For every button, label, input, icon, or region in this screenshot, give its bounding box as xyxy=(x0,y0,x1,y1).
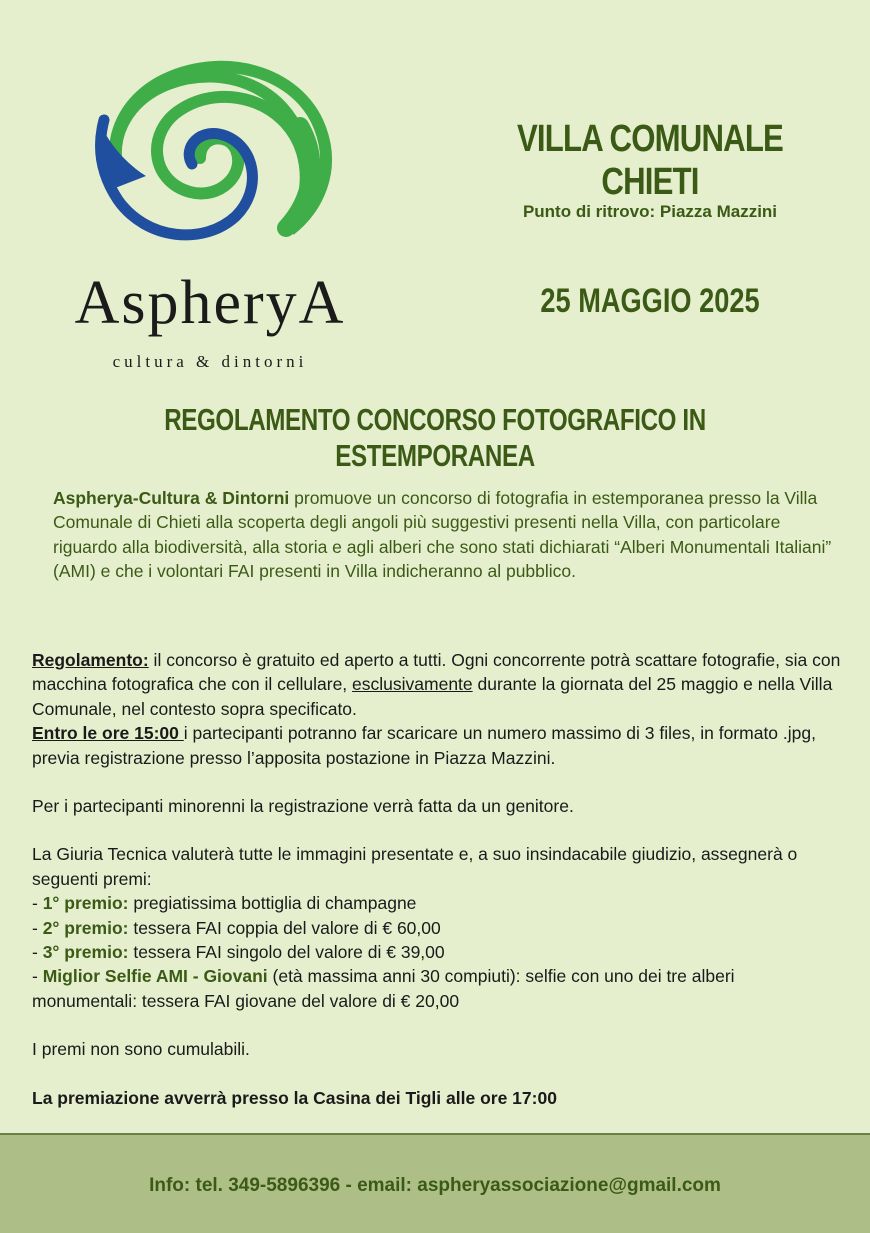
intro-paragraph xyxy=(53,486,833,584)
prize-label: 3° premio: xyxy=(42,942,129,963)
rules-paragraph xyxy=(32,648,842,770)
prize-item xyxy=(32,891,842,915)
rules-text-3: i partecipanti potranno far scaricare un numero massimo di 3 files, in formato .jpg, previa registrazione presso l’apposita postazione in Piazza Mazzini. xyxy=(32,723,816,768)
rules-label: Regolamento: xyxy=(32,650,149,670)
not-cumulative-note: I premi non sono cumulabili. xyxy=(32,1039,250,1060)
footer-bar xyxy=(0,1133,870,1233)
intro-text: promuove un concorso di fotografia in estemporanea presso la Villa Comunale di Chieti alla scoperta degli angoli più suggestivi presenti nella Villa, con particolare riguardo alla biodiversità, alla storia e agli alberi che sono stati dichiarati “Alberi Monumentali Italiani” (AMI) e che i volontari FAI presenti in Villa indicheranno al pubblico. xyxy=(53,488,832,582)
prize-item xyxy=(32,940,842,964)
ceremony-text: La premiazione avverrà presso la Casina dei Tigli alle ore 17:00 xyxy=(32,1087,557,1108)
prize-text: (età massima anni 30 compiuti): selfie con uno dei tre alberi monumentali: tessera FAI giovane del valore di € 20,00 xyxy=(32,966,735,1011)
prize-dash: - xyxy=(32,966,43,987)
minors-note: Per i partecipanti minorenni la registrazione verrà fatta da un genitore. xyxy=(32,796,574,817)
prize-dash: - xyxy=(32,917,43,938)
prize-label: 1° premio: xyxy=(42,893,129,914)
prize-text: tessera FAI singolo del valore di € 39,00 xyxy=(128,942,445,963)
meeting-point: Punto di ritrovo: Piazza Mazzini xyxy=(522,202,778,221)
prize-label: 2° premio: xyxy=(42,917,129,938)
section-heading: REGOLAMENTO CONCORSO FOTOGRAFICO IN ESTEMPORANEA xyxy=(164,402,706,473)
jury-paragraph: La Giuria Tecnica valuterà tutte le immagini presentate e, a suo insindacabile giudizio, assegnerà o seguenti premi: xyxy=(32,844,798,889)
aspherya-logo xyxy=(50,40,370,371)
spiral-icon xyxy=(50,40,370,280)
organization-name: Aspherya-Cultura & Dintorni xyxy=(53,488,290,508)
prize-item xyxy=(32,916,842,940)
logo-wordmark: AspheryA xyxy=(74,269,346,337)
logo-tagline: cultura & dintorni xyxy=(112,352,308,371)
prize-dash: - xyxy=(32,942,43,963)
page-title: VILLA COMUNALE CHIETI xyxy=(516,118,784,203)
prize-text: pregiatissima bottiglia di champagne xyxy=(128,893,417,914)
event-date: 25 MAGGIO 2025 xyxy=(540,282,760,320)
ceremony-note xyxy=(32,1086,842,1110)
prize-label: Miglior Selfie AMI - Giovani xyxy=(42,966,268,987)
rules-section xyxy=(32,648,842,1110)
rules-text-2: durante la giornata del 25 maggio e nella Villa Comunale, nel contesto sopra specificato. xyxy=(32,674,833,719)
prize-dash: - xyxy=(32,893,43,914)
prize-text: tessera FAI coppia del valore di € 60,00 xyxy=(128,917,441,938)
rules-text-1: il concorso è gratuito ed aperto a tutti. Ogni concorrente potrà scattare fotografie, sia con macchina fotografica che con il cellulare, xyxy=(32,650,841,695)
exclusive-word: esclusivamente xyxy=(352,674,473,695)
deadline-label: Entro le ore 15:00 xyxy=(32,723,184,744)
contact-info: Info: tel. 349-5896396 - email: aspheryassociazione@gmail.com xyxy=(149,1175,721,1196)
prize-item xyxy=(32,964,842,1013)
